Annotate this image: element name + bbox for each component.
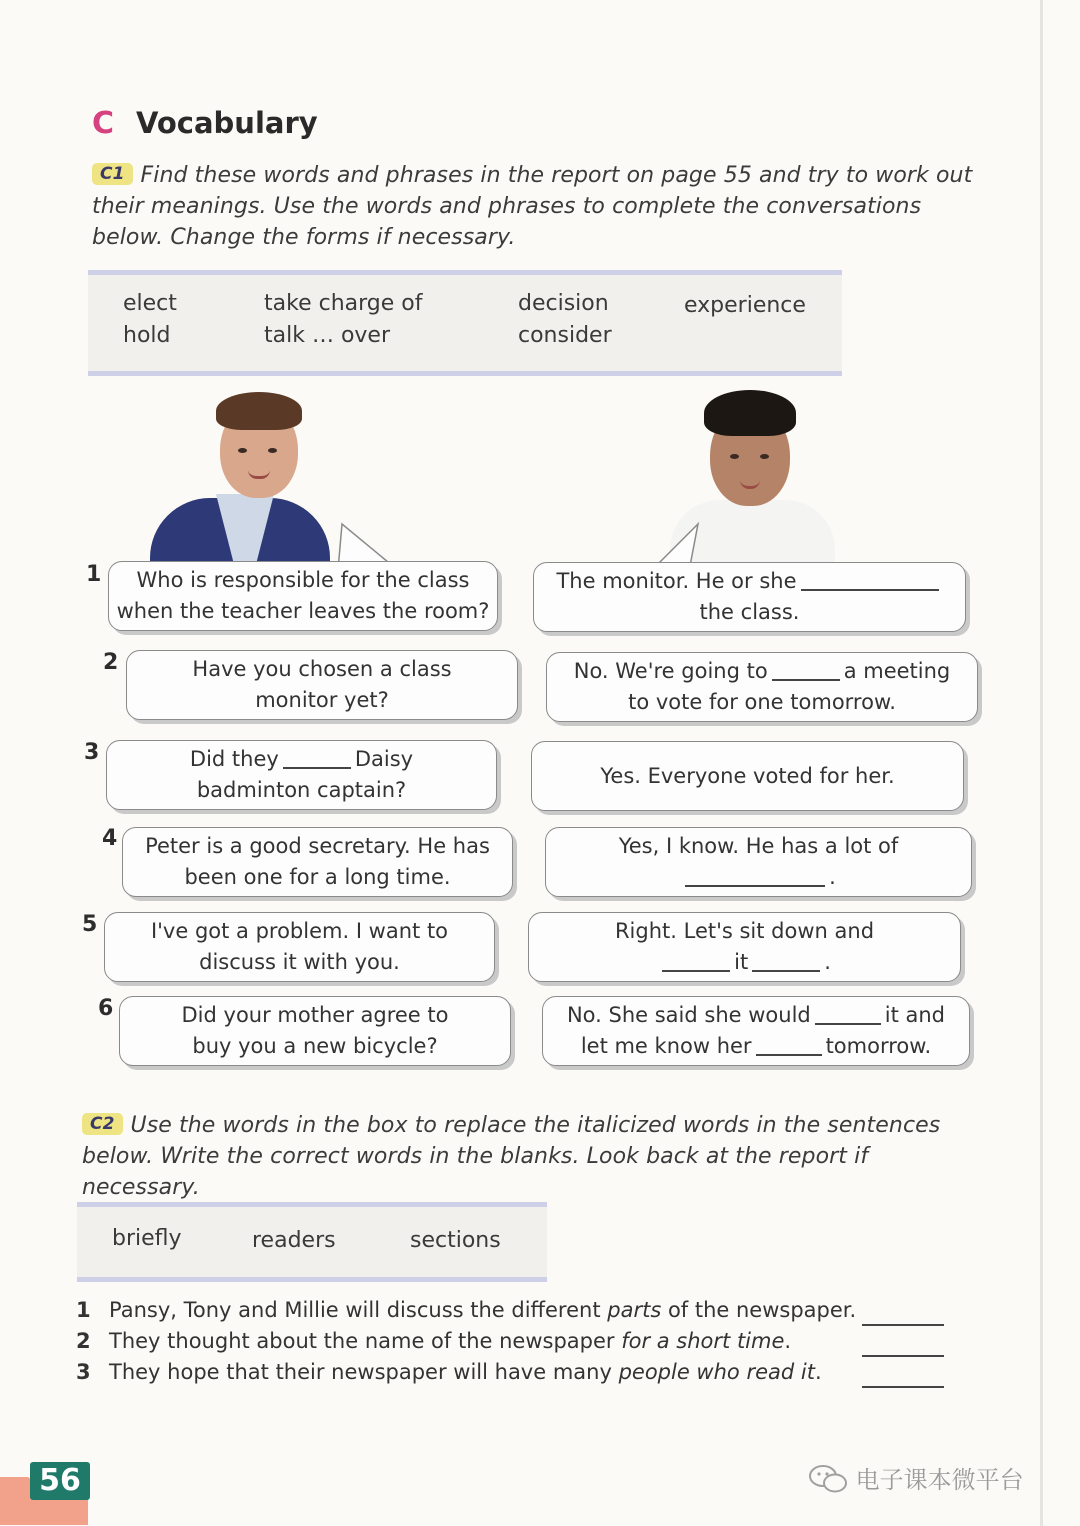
wechat-icon: [808, 1462, 848, 1496]
word-briefly: briefly: [112, 1226, 182, 1251]
sentence-text: Pansy, Tony and Millie will discuss the different: [109, 1298, 608, 1322]
bubble-text: monitor yet?: [255, 688, 389, 712]
word-hold: hold: [123, 323, 171, 348]
answer-blank[interactable]: [283, 749, 351, 769]
page-number: 56: [30, 1462, 90, 1500]
sentence-italic: parts: [607, 1298, 662, 1322]
item-number: 4: [102, 826, 118, 851]
sentence-text: .: [814, 1360, 822, 1384]
bubble-text: Did your mother agree to: [181, 1003, 449, 1027]
sentence-italic: people who read it: [618, 1360, 815, 1384]
word-experience: experience: [684, 293, 806, 318]
bubble-text: .: [824, 950, 831, 974]
word-take-charge-of: take charge of: [264, 291, 423, 316]
item-number: 2: [103, 650, 119, 675]
boy-right-hair: [704, 390, 796, 436]
word-consider: consider: [518, 323, 612, 348]
bubble-right-1: [533, 562, 966, 632]
bubble-text: Right. Let's sit down and: [614, 919, 875, 943]
bubble-text: let me know her: [580, 1034, 752, 1058]
c2-tag: C2: [82, 1113, 123, 1135]
page-edge: [1040, 0, 1043, 1526]
bubble-right-5: [528, 912, 961, 982]
bubble-text: Did they: [189, 747, 279, 771]
c2-sentence-1: [76, 1298, 856, 1322]
answer-blank[interactable]: [801, 571, 939, 591]
item-number: 6: [98, 996, 114, 1021]
c2-sentence-3: [76, 1360, 822, 1384]
bubble-left-3: [106, 740, 497, 810]
boy-left-eye: [238, 448, 247, 453]
bubble-left-6: [119, 996, 511, 1066]
bubble-right-6: [542, 996, 970, 1066]
item-number: 3: [84, 740, 100, 765]
c2-instruction: Use the words in the box to replace the italicized words in the sentences below. Write the correct words in the blanks. Look back at the report if necessary.: [82, 1113, 941, 1200]
sentence-number: 3: [76, 1360, 91, 1384]
c2-instruction-block: [82, 1110, 982, 1203]
sentence-text: They hope that their newspaper will have many: [109, 1360, 619, 1384]
answer-blank[interactable]: [815, 1005, 881, 1025]
section-letter: C: [92, 106, 115, 141]
c1-tag: C1: [92, 163, 133, 185]
bubble-text: Have you chosen a class: [192, 657, 452, 681]
c2-sentence-2: [76, 1329, 791, 1353]
answer-blank[interactable]: [756, 1036, 822, 1056]
word-sections: sections: [410, 1228, 501, 1253]
sentence-text: of the newspaper.: [661, 1298, 857, 1322]
sentence-text: .: [784, 1329, 792, 1353]
boy-left-hair: [216, 392, 302, 430]
c1-instruction-block: [92, 160, 982, 253]
bubble-text: Peter is a good secretary. He has: [145, 834, 490, 858]
bubble-text: .: [829, 865, 836, 889]
bubble-left-5: [104, 912, 495, 982]
item-number: 1: [86, 562, 102, 587]
bubble-text: Yes, I know. He has a lot of: [618, 834, 899, 858]
bubble-left-2: [126, 650, 518, 720]
answer-blank[interactable]: [685, 867, 825, 887]
answer-blank[interactable]: [772, 661, 840, 681]
bubble-text: it and: [884, 1003, 946, 1027]
bubble-right-4: [545, 827, 972, 897]
bubble-text: to vote for one tomorrow.: [628, 690, 896, 714]
bubble-text: The monitor. He or she: [556, 569, 797, 593]
bubble-left-4: [122, 827, 513, 897]
bubble-right-3: [531, 741, 964, 811]
section-title: Vocabulary: [136, 106, 318, 140]
bubble-right-2: [546, 652, 978, 722]
item-number: 5: [82, 912, 98, 937]
bubble-text: discuss it with you.: [199, 950, 400, 974]
bubble-text: a meeting: [843, 659, 951, 683]
sentence-number: 2: [76, 1329, 91, 1353]
bubble-text: Yes. Everyone voted for her.: [600, 763, 895, 788]
bubble-text: No. She said she would: [566, 1003, 811, 1027]
bubble-text: No. We're going to: [573, 659, 768, 683]
bubble-text: badminton captain?: [196, 778, 407, 802]
bubble-text: tomorrow.: [825, 1034, 932, 1058]
bubble-text: Who is responsible for the class: [136, 568, 470, 592]
answer-blank[interactable]: [662, 952, 730, 972]
watermark-text: 电子课本微平台: [855, 1466, 1024, 1494]
bubble-left-1: [108, 561, 498, 631]
c1-instruction: Find these words and phrases in the report on page 55 and try to work out their meanings. Use the words and phrases to complete the conversations below. Change the forms if necessary.: [92, 163, 973, 250]
boy-right-eye: [760, 454, 769, 459]
sentence-text: They thought about the name of the newspaper: [109, 1329, 622, 1353]
c2-word-box: [77, 1202, 547, 1282]
bubble-text: buy you a new bicycle?: [192, 1034, 438, 1058]
c1-word-box: [88, 270, 842, 376]
word-talk-over: talk … over: [264, 323, 391, 348]
bubble-text: been one for a long time.: [184, 865, 451, 889]
watermark: [808, 1460, 1024, 1496]
word-elect: elect: [123, 291, 177, 316]
word-readers: readers: [252, 1228, 336, 1253]
word-decision: decision: [518, 291, 609, 316]
answer-line[interactable]: [862, 1386, 944, 1388]
bubble-text: it: [734, 950, 749, 974]
sentence-italic: for a short time: [621, 1329, 785, 1353]
sentence-number: 1: [76, 1298, 91, 1322]
bubble-text: I've got a problem. I want to: [150, 919, 449, 943]
boy-left-eye: [268, 448, 277, 453]
bubble-text: Daisy: [354, 747, 414, 771]
boy-right-eye: [730, 454, 739, 459]
answer-line[interactable]: [862, 1324, 944, 1326]
bubble-text: when the teacher leaves the room?: [116, 599, 490, 623]
answer-line[interactable]: [862, 1355, 944, 1357]
bubble-text: the class.: [699, 600, 800, 624]
answer-blank[interactable]: [752, 952, 820, 972]
photo-boy-left: [150, 388, 340, 563]
